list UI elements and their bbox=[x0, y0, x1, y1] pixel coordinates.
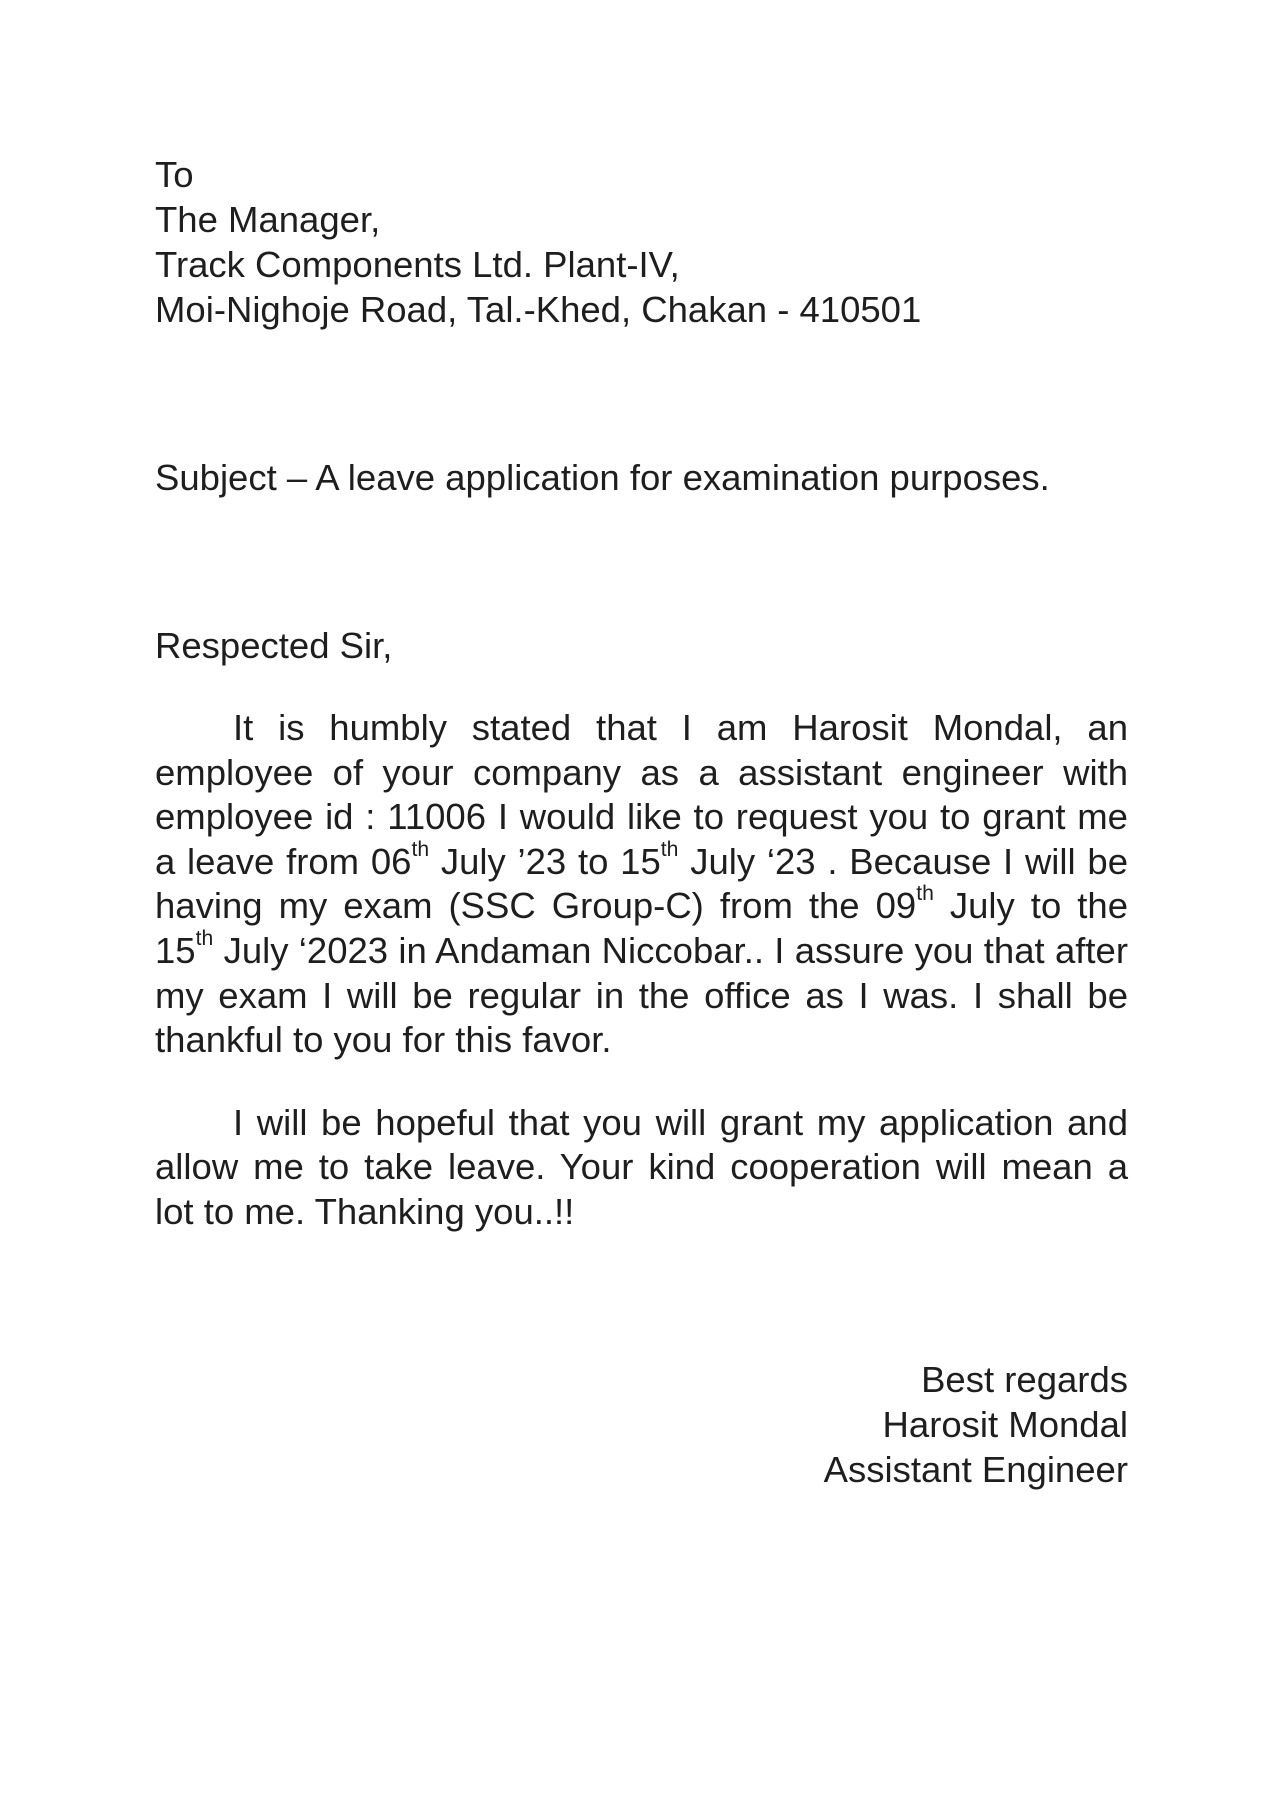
address-line-company: Track Components Ltd. Plant-IV, bbox=[155, 244, 680, 285]
body-paragraph-2: I will be hopeful that you will grant my application and allow me to take leave. Your kind cooperation will mean a lot to me. Thanking you..!! bbox=[155, 1101, 1128, 1232]
ordinal-suffix-2: th bbox=[660, 837, 679, 861]
letter-salutation: Respected Sir, bbox=[155, 625, 393, 666]
ordinal-suffix-4: th bbox=[195, 926, 214, 950]
signature-title: Assistant Engineer bbox=[823, 1448, 1128, 1490]
body-paragraph-1 bbox=[155, 706, 1128, 1063]
recipient-address bbox=[155, 152, 1128, 332]
body-paragraph-1-text-2: July ’23 to 15 bbox=[429, 840, 661, 882]
body-paragraph-1-text-4: July to the 15 bbox=[155, 885, 1129, 971]
address-line-street: Moi-Nighoje Road, Tal.-Khed, Chakan - 410501 bbox=[155, 289, 922, 330]
letter-subject: Subject – A leave application for examination purposes. bbox=[155, 457, 1050, 498]
letter-content bbox=[155, 152, 1128, 1492]
signature-name: Harosit Mondal bbox=[882, 1403, 1128, 1445]
ordinal-suffix-3: th bbox=[916, 882, 934, 906]
signature-block bbox=[155, 1357, 1128, 1492]
address-line-recipient-title: The Manager, bbox=[155, 199, 381, 240]
body-paragraph-1-text-1: It is humbly stated that I am Harosit Mondal, an employee of your company as a assistant engineer with employee id : 11006 I would like to request you to grant me a leave from 06 bbox=[155, 707, 1128, 882]
body-paragraph-1-text-3: July ‘23 . Because I will be having my exam (SSC Group-C) from the 09 bbox=[155, 840, 1128, 927]
signature-closing: Best regards bbox=[921, 1358, 1128, 1400]
body-paragraph-1-text-5: July ‘2023 in Andaman Niccobar.. I assure you that after my exam I will be regular in the office as I was. I shall be thankful to you for this favor. bbox=[155, 929, 1128, 1061]
ordinal-suffix-1: th bbox=[411, 837, 430, 861]
address-line-to: To bbox=[155, 154, 194, 195]
